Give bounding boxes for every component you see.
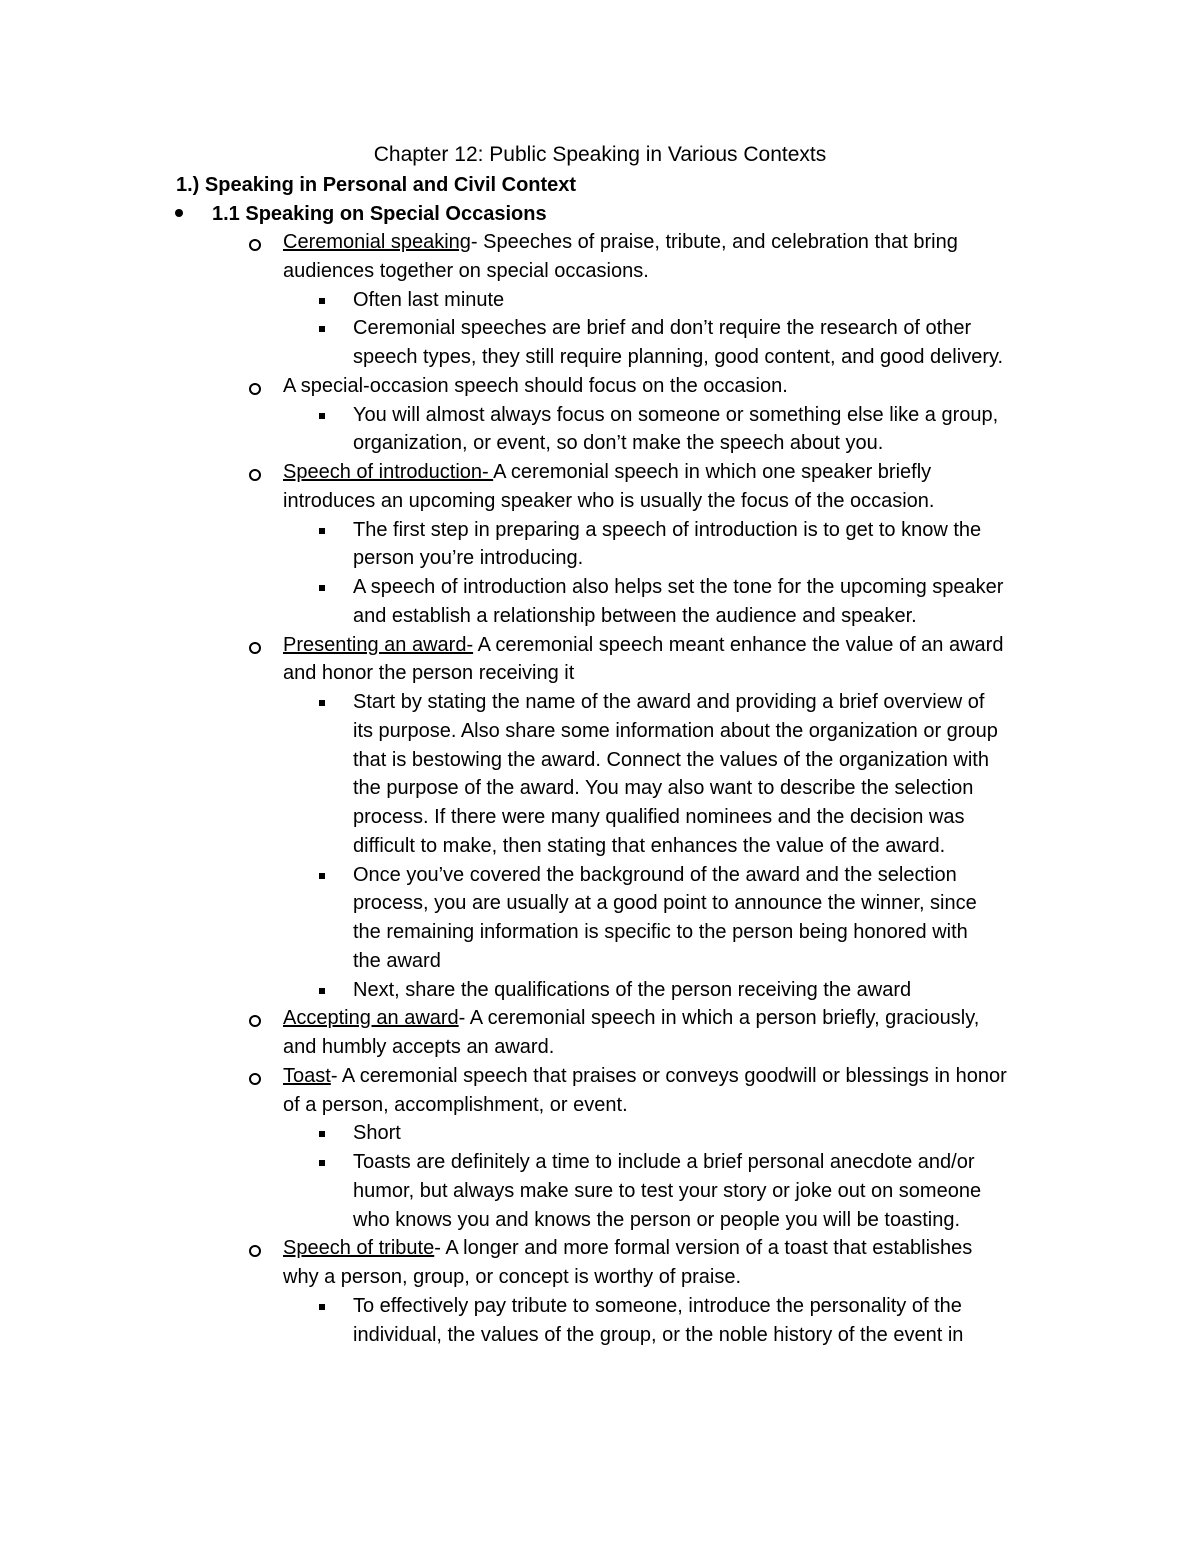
outline-item-text: A ceremonial speech in which one speaker briefly bbox=[493, 461, 932, 483]
outline-item-line bbox=[283, 1062, 1007, 1091]
sub-item-line: individual, the values of the group, or the noble history of the event in bbox=[353, 1324, 964, 1346]
sub-item-line: the purpose of the award. You may also want to describe the selection bbox=[353, 777, 974, 799]
sub-item-line: Start by stating the name of the award and providing a brief overview of bbox=[353, 691, 985, 713]
term-label: Speech of tribute bbox=[283, 1237, 435, 1259]
bullet-square-icon bbox=[319, 326, 325, 332]
sub-item-line: person you’re introducing. bbox=[353, 547, 584, 569]
sub-item-line: who knows you and knows the person or people you will be toasting. bbox=[353, 1209, 961, 1231]
bullet-square-icon bbox=[319, 298, 325, 304]
subsection-heading: 1.1 Speaking on Special Occasions bbox=[212, 203, 547, 225]
bullet-circle-icon bbox=[249, 1015, 261, 1027]
bullet-circle-icon bbox=[249, 1245, 261, 1257]
sub-item-line: difficult to make, then stating that enhances the value of the award. bbox=[353, 835, 946, 857]
outline-item-line bbox=[283, 659, 574, 688]
outline-item-line bbox=[283, 1234, 972, 1263]
outline-item-line bbox=[283, 631, 1003, 660]
page-title: Chapter 12: Public Speaking in Various Contexts bbox=[373, 143, 827, 166]
outline-item-text: - A ceremonial speech that praises or conveys goodwill or blessings in honor bbox=[330, 1065, 1007, 1087]
sub-item-line: and establish a relationship between the audience and speaker. bbox=[353, 605, 917, 627]
outline-item-text: and honor the person receiving it bbox=[283, 662, 575, 684]
outline-item-line bbox=[283, 1033, 554, 1062]
outline-item-text: A special-occasion speech should focus on the occasion. bbox=[283, 375, 788, 397]
outline-item-line bbox=[283, 487, 934, 516]
outline-item-line bbox=[283, 1263, 741, 1292]
bullet-circle-icon bbox=[249, 383, 261, 395]
bullet-square-icon bbox=[319, 585, 325, 591]
outline-item-text: - Speeches of praise, tribute, and celebration that bring bbox=[470, 231, 958, 253]
outline-item-line bbox=[283, 458, 931, 487]
sub-item-line: A speech of introduction also helps set the tone for the upcoming speaker bbox=[353, 576, 1004, 598]
bullet-dot-icon bbox=[175, 209, 183, 217]
sub-item-line: the award bbox=[353, 950, 441, 972]
outline-item-text: - A longer and more formal version of a toast that establishes bbox=[434, 1237, 973, 1259]
bullet-square-icon bbox=[319, 1304, 325, 1310]
sub-item-line: Ceremonial speeches are brief and don’t require the research of other bbox=[353, 317, 972, 339]
bullet-square-icon bbox=[319, 700, 325, 706]
sub-item-line: Often last minute bbox=[353, 289, 505, 311]
bullet-square-icon bbox=[319, 1160, 325, 1166]
sub-item-line: humor, but always make sure to test your story or joke out on someone bbox=[353, 1180, 982, 1202]
outline-item-line bbox=[283, 1091, 628, 1120]
sub-item-line: speech types, they still require planning, good content, and good delivery. bbox=[353, 346, 1004, 368]
sub-item-line: its purpose. Also share some information about the organization or group bbox=[353, 720, 998, 742]
sub-item-line: that is bestowing the award. Connect the values of the organization with bbox=[353, 749, 989, 771]
sub-item-line: process. If there were many qualified nominees and the decision was bbox=[353, 806, 965, 828]
outline-item-line bbox=[283, 372, 788, 401]
term-label: Toast bbox=[283, 1065, 331, 1087]
bullet-circle-icon bbox=[249, 642, 261, 654]
bullet-square-icon bbox=[319, 988, 325, 994]
outline-item-line bbox=[283, 257, 649, 286]
sub-item-line: You will almost always focus on someone or something else like a group, bbox=[353, 404, 999, 426]
bullet-circle-icon bbox=[249, 239, 261, 251]
bullet-circle-icon bbox=[249, 469, 261, 481]
outline-item-line bbox=[283, 1004, 979, 1033]
term-label: Presenting an award- bbox=[283, 634, 474, 656]
sub-item-line: Next, share the qualifications of the person receiving the award bbox=[353, 979, 912, 1001]
bullet-square-icon bbox=[319, 528, 325, 534]
sub-item-line: To effectively pay tribute to someone, introduce the personality of the bbox=[353, 1295, 962, 1317]
outline-item-text: and humbly accepts an award. bbox=[283, 1036, 555, 1058]
sub-item-line: the remaining information is specific to the person being honored with bbox=[353, 921, 968, 943]
sub-item-line: The first step in preparing a speech of introduction is to get to know the bbox=[353, 519, 982, 541]
sub-item-line: Once you’ve covered the background of the award and the selection bbox=[353, 864, 957, 886]
outline-item-line bbox=[283, 228, 958, 257]
outline-item-text: A ceremonial speech meant enhance the value of an award bbox=[473, 634, 1004, 656]
outline-item-text: why a person, group, or concept is worthy of praise. bbox=[283, 1266, 742, 1288]
outline-item-text: of a person, accomplishment, or event. bbox=[283, 1094, 628, 1116]
bullet-square-icon bbox=[319, 413, 325, 419]
sub-item-line: Toasts are definitely a time to include a brief personal anecdote and/or bbox=[353, 1151, 975, 1173]
term-label: Accepting an award bbox=[283, 1007, 459, 1029]
term-label: Speech of introduction- bbox=[283, 461, 494, 483]
sub-item-line: Short bbox=[353, 1122, 401, 1144]
term-label: Ceremonial speaking bbox=[283, 231, 471, 253]
outline-item-text: audiences together on special occasions. bbox=[283, 260, 649, 282]
section-heading: 1.) Speaking in Personal and Civil Context bbox=[176, 174, 577, 196]
bullet-square-icon bbox=[319, 1131, 325, 1137]
sub-item-line: process, you are usually at a good point to announce the winner, since bbox=[353, 892, 977, 914]
outline-item-text: - A ceremonial speech in which a person briefly, graciously, bbox=[458, 1007, 980, 1029]
bullet-square-icon bbox=[319, 873, 325, 879]
sub-item-line: organization, or event, so don’t make the speech about you. bbox=[353, 432, 884, 454]
outline-item-text: introduces an upcoming speaker who is usually the focus of the occasion. bbox=[283, 490, 935, 512]
bullet-circle-icon bbox=[249, 1073, 261, 1085]
